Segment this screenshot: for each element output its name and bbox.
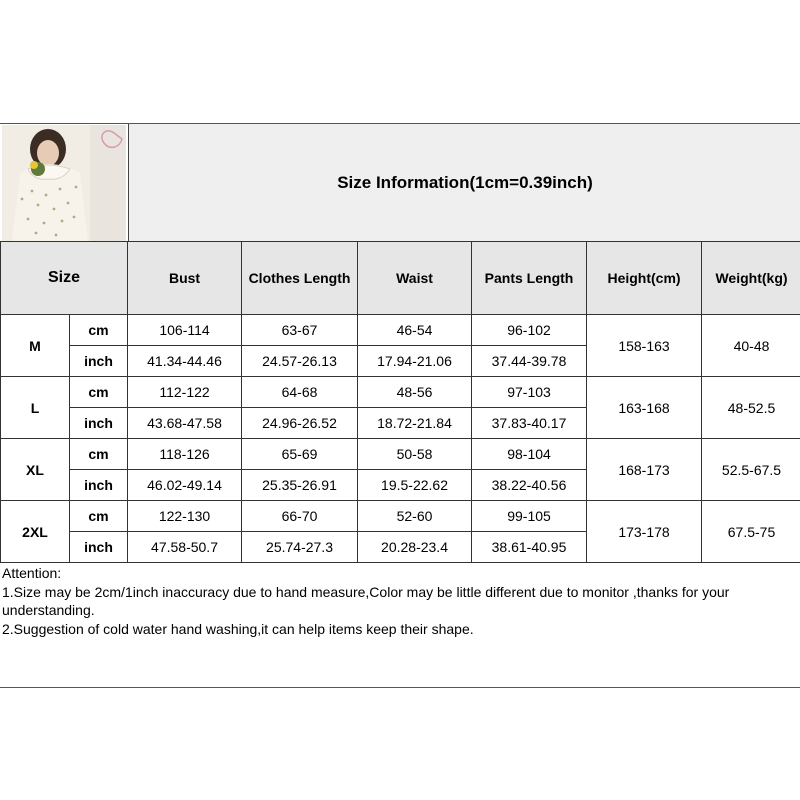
weight-cell: 52.5-67.5 bbox=[702, 439, 800, 501]
unit-label: cm bbox=[70, 377, 128, 408]
product-photo bbox=[2, 125, 126, 241]
header-clothes-length: Clothes Length bbox=[242, 242, 358, 315]
height-cell: 158-163 bbox=[587, 315, 702, 377]
bust-cell: 106-114 bbox=[128, 315, 242, 346]
table-row bbox=[1, 501, 800, 532]
header-row bbox=[1, 242, 800, 315]
bust-cell: 47.58-50.7 bbox=[128, 532, 242, 563]
chart-title: Size Information(1cm=0.39inch) bbox=[337, 172, 593, 192]
bottom-divider bbox=[0, 687, 800, 688]
bust-cell: 46.02-49.14 bbox=[128, 470, 242, 501]
attention-notes bbox=[2, 564, 792, 638]
bust-cell: 122-130 bbox=[128, 501, 242, 532]
unit-label: inch bbox=[70, 408, 128, 439]
weight-cell: 48-52.5 bbox=[702, 377, 800, 439]
clothes-length-cell: 24.57-26.13 bbox=[242, 346, 358, 377]
size-label: L bbox=[1, 377, 70, 439]
height-cell: 168-173 bbox=[587, 439, 702, 501]
waist-cell: 48-56 bbox=[358, 377, 472, 408]
weight-cell: 40-48 bbox=[702, 315, 800, 377]
header-size: Size bbox=[1, 242, 128, 315]
unit-label: cm bbox=[70, 501, 128, 532]
bust-cell: 118-126 bbox=[128, 439, 242, 470]
model-photo-illustration bbox=[2, 125, 126, 241]
waist-cell: 50-58 bbox=[358, 439, 472, 470]
pants-length-cell: 37.83-40.17 bbox=[472, 408, 587, 439]
header-waist: Waist bbox=[358, 242, 472, 315]
table-row bbox=[1, 439, 800, 470]
weight-cell: 67.5-75 bbox=[702, 501, 800, 563]
clothes-length-cell: 24.96-26.52 bbox=[242, 408, 358, 439]
waist-cell: 46-54 bbox=[358, 315, 472, 346]
header-height: Height(cm) bbox=[587, 242, 702, 315]
height-cell: 163-168 bbox=[587, 377, 702, 439]
attention-line-2: 2.Suggestion of cold water hand washing,it can help items keep their shape. bbox=[2, 620, 474, 637]
unit-label: cm bbox=[70, 439, 128, 470]
pants-length-cell: 99-105 bbox=[472, 501, 587, 532]
clothes-length-cell: 25.35-26.91 bbox=[242, 470, 358, 501]
pants-length-cell: 96-102 bbox=[472, 315, 587, 346]
pants-length-cell: 98-104 bbox=[472, 439, 587, 470]
pants-length-cell: 38.61-40.95 bbox=[472, 532, 587, 563]
attention-heading: Attention: bbox=[2, 565, 62, 581]
attention-line-1: 1.Size may be 2cm/1inch inaccuracy due to hand measure,Color may be little different due to monitor ,thanks for your understanding. bbox=[2, 583, 730, 618]
height-cell: 173-178 bbox=[587, 501, 702, 563]
waist-cell: 17.94-21.06 bbox=[358, 346, 472, 377]
bust-cell: 43.68-47.58 bbox=[128, 408, 242, 439]
clothes-length-cell: 64-68 bbox=[242, 377, 358, 408]
title-cell bbox=[128, 124, 800, 241]
waist-cell: 20.28-23.4 bbox=[358, 532, 472, 563]
waist-cell: 18.72-21.84 bbox=[358, 408, 472, 439]
unit-label: cm bbox=[70, 315, 128, 346]
header-bust: Bust bbox=[128, 242, 242, 315]
pants-length-cell: 37.44-39.78 bbox=[472, 346, 587, 377]
clothes-length-cell: 63-67 bbox=[242, 315, 358, 346]
chart-header bbox=[0, 124, 800, 241]
pants-length-cell: 97-103 bbox=[472, 377, 587, 408]
header-weight: Weight(kg) bbox=[702, 242, 800, 315]
table-row bbox=[1, 315, 800, 346]
bust-cell: 41.34-44.46 bbox=[128, 346, 242, 377]
pants-length-cell: 38.22-40.56 bbox=[472, 470, 587, 501]
size-label: M bbox=[1, 315, 70, 377]
header-pants-length: Pants Length bbox=[472, 242, 587, 315]
size-label: 2XL bbox=[1, 501, 70, 563]
unit-label: inch bbox=[70, 346, 128, 377]
size-table bbox=[0, 241, 800, 563]
clothes-length-cell: 66-70 bbox=[242, 501, 358, 532]
table-row bbox=[1, 377, 800, 408]
waist-cell: 52-60 bbox=[358, 501, 472, 532]
unit-label: inch bbox=[70, 470, 128, 501]
unit-label: inch bbox=[70, 532, 128, 563]
clothes-length-cell: 25.74-27.3 bbox=[242, 532, 358, 563]
bust-cell: 112-122 bbox=[128, 377, 242, 408]
clothes-length-cell: 65-69 bbox=[242, 439, 358, 470]
size-label: XL bbox=[1, 439, 70, 501]
waist-cell: 19.5-22.62 bbox=[358, 470, 472, 501]
